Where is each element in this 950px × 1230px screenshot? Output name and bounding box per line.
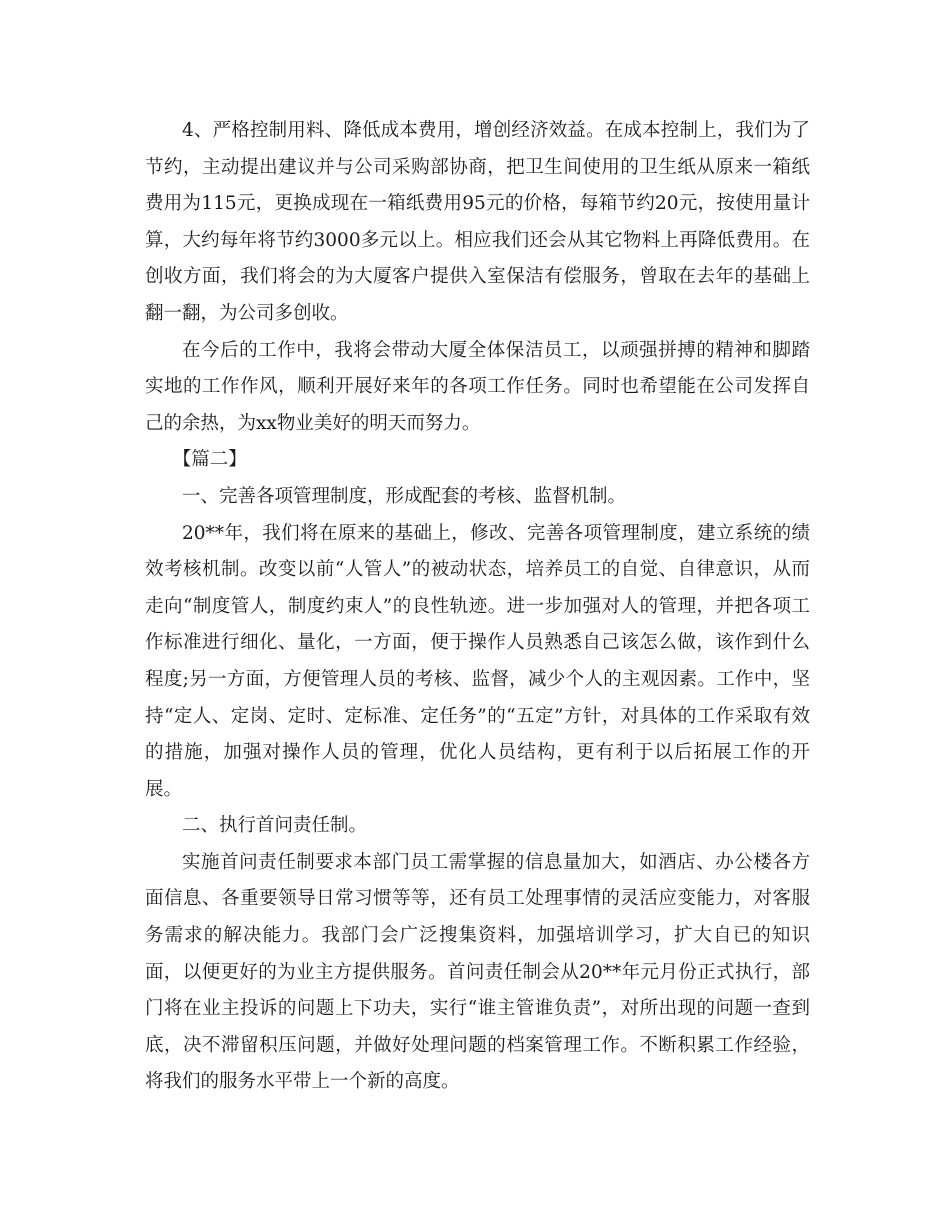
paragraph-cost-control: 4、严格控制用料、降低成本费用，增创经济效益。在成本控制上，我们为了节约，主动提出建议并与公司采购部协商，把卫生间使用的卫生纸从原来一箱纸费用为115元，更换成现在一箱纸费用95元的价格，每箱节约20元，按使用量计算，大约每年将节约3000多元以上。相应我们还会从其它物料上再降低费用。在创收方面，我们将会的为大厦客户提供入室保洁有偿服务，曾取在去年的基础上翻一翻，为公司多创收。 xyxy=(145,120,810,324)
heading-management-system: 一、完善各项管理制度，形成配套的考核、监督机制。 xyxy=(182,485,627,507)
paragraph-future-work: 在今后的工作中，我将会带动大厦全体保洁员工，以顽强拼搏的精神和脚踏实地的工作作风，顺利开展好来年的各项工作任务。同时也希望能在公司发挥自己的余热，为xx物业美好的明天而努力。 xyxy=(145,339,810,434)
paragraph-management-system: 20**年，我们将在原来的基础上，修改、完善各项管理制度，建立系统的绩效考核机制。改变以前“人管人”的被动状态，培养员工的自觉、自律意识，从而走向“制度管人，制度约束人”的良性轨迹。进一步加强对人的管理，并把各项工作标准进行细化、量化，一方面，便于操作人员熟悉自己该怎么做，该作到什么程度;另一方面，方便管理人员的考核、监督，减少个人的主观因素。工作中，坚持“定人、定岗、定时、定标准、定任务”的“五定”方针，对具体的工作采取有效的措施，加强对操作人员的管理，优化人员结构，更有利于以后拓展工作的开展。 xyxy=(145,522,810,800)
paragraph-first-responsibility: 实施首问责任制要求本部门员工需掌握的信息量加大，如酒店、办公楼各方面信息、各重要领导日常习惯等等，还有员工处理事情的灵活应变能力，对客服务需求的解决能力。我部门会广泛搜集资料，加强培训学习，扩大自已的知识面，以便更好的为业主方提供服务。首问责任制会从20**年元月份正式执行，部门将在业主投诉的问题上下功夫，实行“谁主管谁负责”，对所出现的问题一查到底，决不滞留积压问题，并做好处理问题的档案管理工作。不断积累工作经验，将我们的服务水平带上一个新的高度。 xyxy=(145,851,810,1093)
document-body xyxy=(145,113,810,1101)
section-heading-part-two: 【篇二】 xyxy=(172,449,247,471)
heading-first-responsibility: 二、执行首问责任制。 xyxy=(182,815,368,837)
